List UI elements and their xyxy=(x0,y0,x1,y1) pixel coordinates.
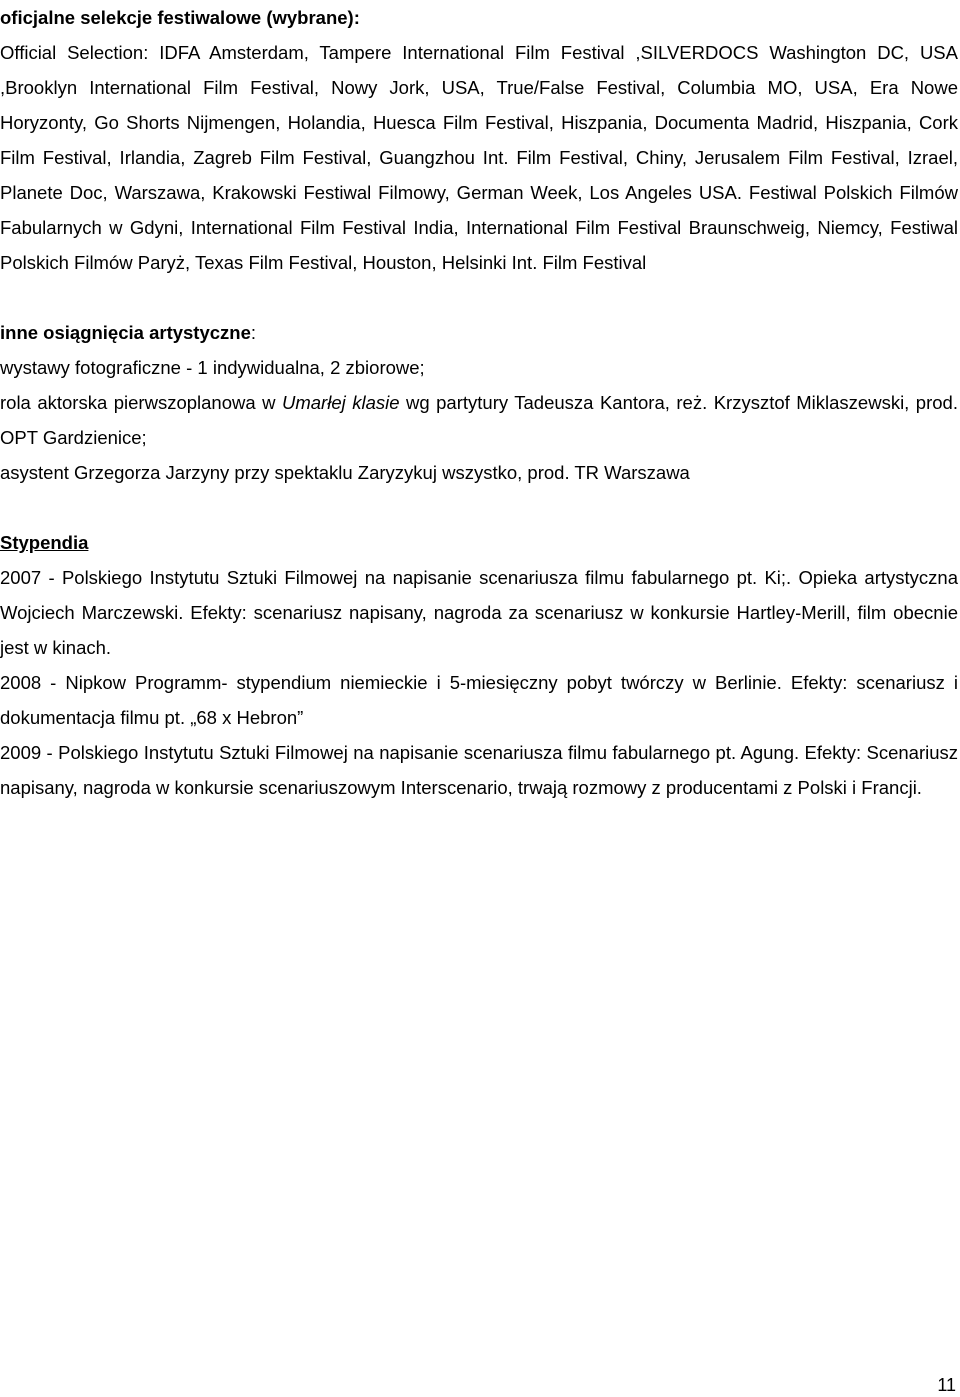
scholarship-entry-2007: 2007 - Polskiego Instytutu Sztuki Filmowej na napisanie scenariusza filmu fabularnego pt. Ki;. Opieka artystyczna Wojciech Marczewski. Efekty: scenariusz napisany, nagroda za scenariusz w konkursie Hartley-Merill, film obecnie jest w kinach. xyxy=(0,567,958,658)
assistant-text: asystent Grzegorza Jarzyny przy spektaklu Zaryzykuj wszystko, prod. TR Warszawa xyxy=(0,462,690,483)
achievements-heading-colon: : xyxy=(250,322,257,343)
achievements-heading xyxy=(0,315,958,350)
scholarship-entry-2008: 2008 - Nipkow Programm- stypendium niemieckie i 5-miesięczny pobyt twórczy w Berlinie. Efekty: scenariusz i dokumentacja filmu pt. „68 x Hebron” xyxy=(0,672,958,728)
scholarship-entry-2009: 2009 - Polskiego Instytutu Sztuki Filmowej na napisanie scenariusza filmu fabularnego pt. Agung. Efekty: Scenariusz napisany, nagroda w konkursie scenariuszowym Interscenario, trwają rozmowy z producentami z Polski i Francji. xyxy=(0,742,958,798)
spacer xyxy=(0,280,958,315)
exhibitions-text: wystawy fotograficzne - 1 indywidualna, 2 zbiorowe; xyxy=(0,357,425,378)
acting-role-text xyxy=(0,385,958,455)
spacer xyxy=(0,490,958,525)
acting-role-prefix: rola aktorska pierwszoplanowa w xyxy=(0,392,282,413)
page-number: 11 xyxy=(937,1375,956,1395)
acting-role-suffix: wg partytury Tadeusza Kantora, reż. Krzysztof Miklaszewski, prod. OPT Gardzienice; xyxy=(0,392,958,448)
festival-selections-text: Official Selection: IDFA Amsterdam, Tampere International Film Festival ,SILVERDOCS Washington DC, USA ,Brooklyn International Film Festival, Nowy Jork, USA, True/False Festival, Columbia MO, USA, Era Nowe Horyzonty, Go Shorts Nijmengen, Holandia, Huesca Film Festival, Hiszpania, Documenta Madrid, Hiszpania, Cork Film Festival, Irlandia, Zagreb Film Festival, Guangzhou Int. Film Festival, Chiny, Jerusalem Film Festival, Izrael, Planete Doc, Warszawa, Krakowski Festiwal Filmowy, German Week, Los Angeles USA. Festiwal Polskich Filmów Fabularnych w Gdyni, International Film Festival India, International Film Festival Braunschweig, Niemcy, Festiwal Polskich Filmów Paryż, Texas Film Festival, Houston, Helsinki Int. Film Festival xyxy=(0,42,958,273)
festival-selections-heading: oficjalne selekcje festiwalowe (wybrane): xyxy=(0,7,360,28)
play-title: Umarłej klasie xyxy=(282,392,400,413)
scholarships-heading: Stypendia xyxy=(0,532,89,553)
achievements-heading-label: inne osiągnięcia artystyczne xyxy=(0,322,251,343)
